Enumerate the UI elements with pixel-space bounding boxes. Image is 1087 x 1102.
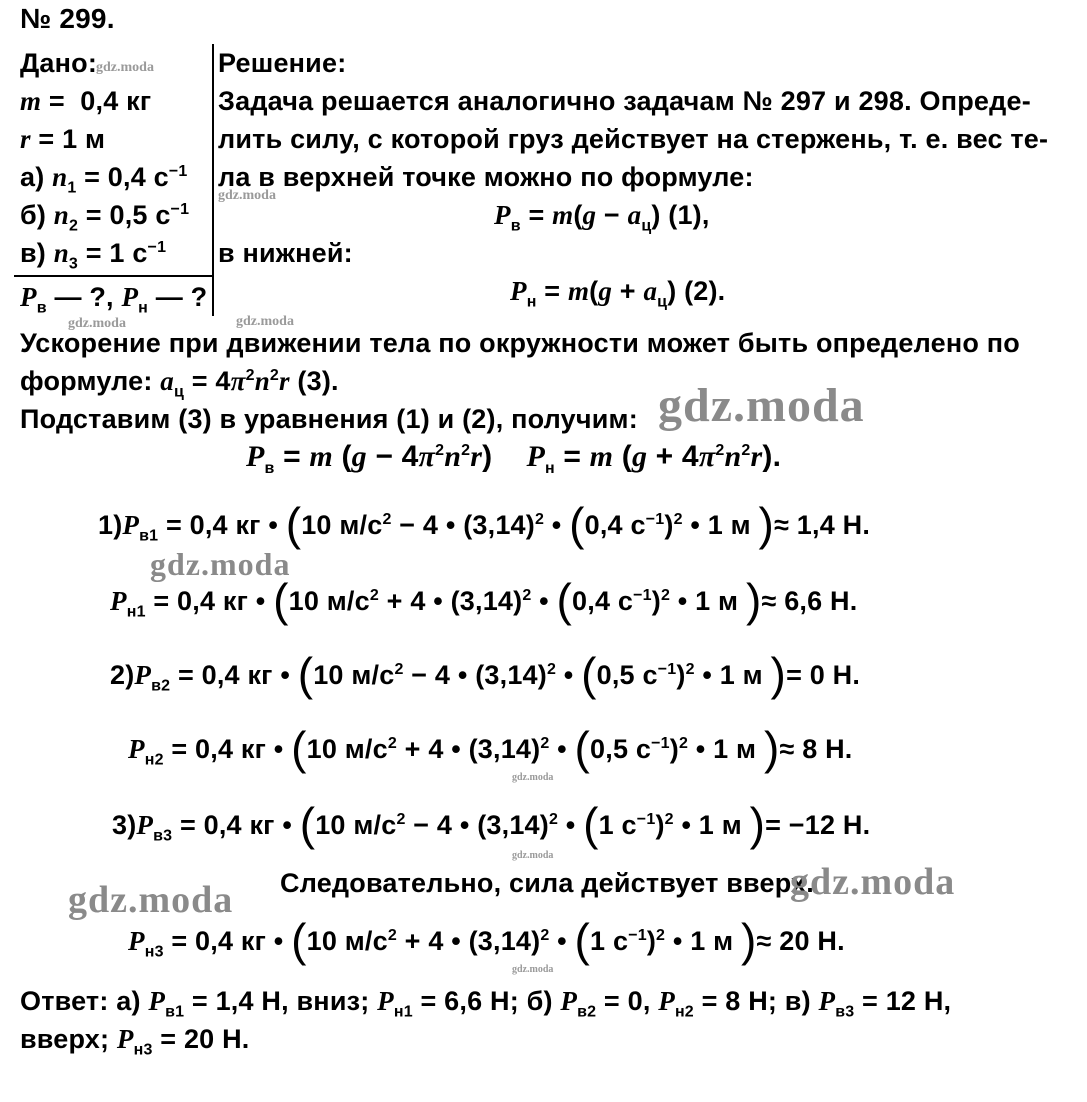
given-vertical-rule — [212, 44, 214, 316]
equation-pv3: $3)P_{в3} = 0,4$ кг • (10 $м/с^2 - 4$ • $(3,14)^2$ • (1 $с^{-1})^2$ • 1 м )= −12 Н. — [112, 798, 871, 850]
watermark-small: gdz.moda — [236, 314, 294, 329]
formula-bottom: $P_н = m(g + a_ц)$ (2). — [510, 276, 726, 311]
solution-line-2: лить силу, с которой груз действует на стержень, т. е. вес те- — [218, 124, 1049, 154]
watermark-tiny: gdz.moda — [512, 850, 554, 861]
problem-number: № 299. — [20, 3, 115, 34]
given-mass: m = 0,4 кг — [20, 86, 152, 116]
solution-line-3: ла в верхней точке можно по формуле: — [218, 162, 754, 192]
watermark-small: gdz.moda — [68, 316, 126, 331]
watermark-tiny: gdz.moda — [512, 772, 554, 783]
watermark-medium: gdz.moda — [790, 861, 956, 903]
equation-pn1: $P_{н1} = 0,4$ кг • (10 $м/с^2 + 4$ • $(3,14)^2$ • (0,4 $с^{-1})^2$ • 1 м )≈ 6,6 Н. — [110, 574, 858, 626]
general-formulas: $P_в = m$ $(g - 4\pi^2n^2r)$ $P_н = m$ $(g + 4\pi^2n^2r)$. — [246, 440, 782, 477]
given-divider — [14, 275, 212, 277]
given-radius: r = 1 м — [20, 124, 106, 154]
equation-pv1: $1)P_{в1} = 0,4$ кг • (10 $м/с^2 - 4$ • $(3,14)^2$ • (0,4 $с^{-1})^2$ • 1 м )≈ 1,4 Н. — [98, 498, 871, 550]
watermark-medium: gdz.moda — [68, 879, 234, 921]
watermark-tiny: gdz.moda — [512, 964, 554, 975]
equation-pn2: $P_{н2} = 0,4$ кг • (10 $м/с^2 + 4$ • $(3,14)^2$ • (0,5 $с^{-1})^2$ • 1 м )≈ 8 Н. — [128, 722, 853, 774]
given-n2: б) $n_2 = 0,5$ $с^{-1}$ — [20, 200, 190, 235]
equation-pn3: $P_{н3} = 0,4$ кг • (10 $м/с^2 + 4$ • $(3,14)^2$ • (1 $с^{-1})^2$ • 1 м )≈ 20 Н. — [128, 914, 845, 966]
given-find: $P_в$ — ?, $P_н$ — ? — [20, 282, 208, 317]
watermark-small: gdz.moda — [96, 60, 154, 75]
given-n1: а) $n_1 = 0,4$ $с^{-1}$ — [20, 162, 188, 197]
solution-line-1: Задача решается аналогично задачам № 297 и 298. Опреде- — [218, 86, 1031, 116]
acceleration-line-1: Ускорение при движении тела по окружности может быть определено по — [20, 328, 1020, 358]
watermark-small: gdz.moda — [218, 188, 276, 203]
solution-lower-label: в нижней: — [218, 238, 353, 268]
watermark-large: gdz.moda — [658, 379, 865, 432]
answer-line-1: Ответ: а) $P_{в1} = 1,4$ Н, вниз; $P_{н1} = 6,6$ Н; б) $P_{в2} = 0$, $P_{н2} = 8$ Н; в) $P_{в3} = 12$ Н, — [20, 986, 952, 1021]
equation-pv2: $2)P_{в2} = 0,4$ кг • (10 $м/с^2 - 4$ • $(3,14)^2$ • (0,5 $с^{-1})^2$ • 1 м )= 0 Н. — [110, 648, 861, 700]
substitute-line: Подставим (3) в уравнения (1) и (2), получим: — [20, 404, 638, 434]
solution-header: Решение: — [218, 48, 347, 78]
conclusion: Следовательно, сила действует вверх. — [280, 868, 814, 898]
given-n3: в) $n_3 = 1$ $с^{-1}$ — [20, 238, 167, 273]
answer-line-2: вверх; $P_{н3} = 20$ Н. — [20, 1024, 250, 1059]
watermark-medium: gdz.moda — [150, 546, 291, 582]
acceleration-line-2: формуле: $a_ц = 4\pi^2n^2r$ (3). — [20, 366, 339, 401]
formula-top: $P_в = m(g - a_ц)$ (1), — [494, 200, 710, 235]
given-header: Дано: — [20, 48, 98, 78]
